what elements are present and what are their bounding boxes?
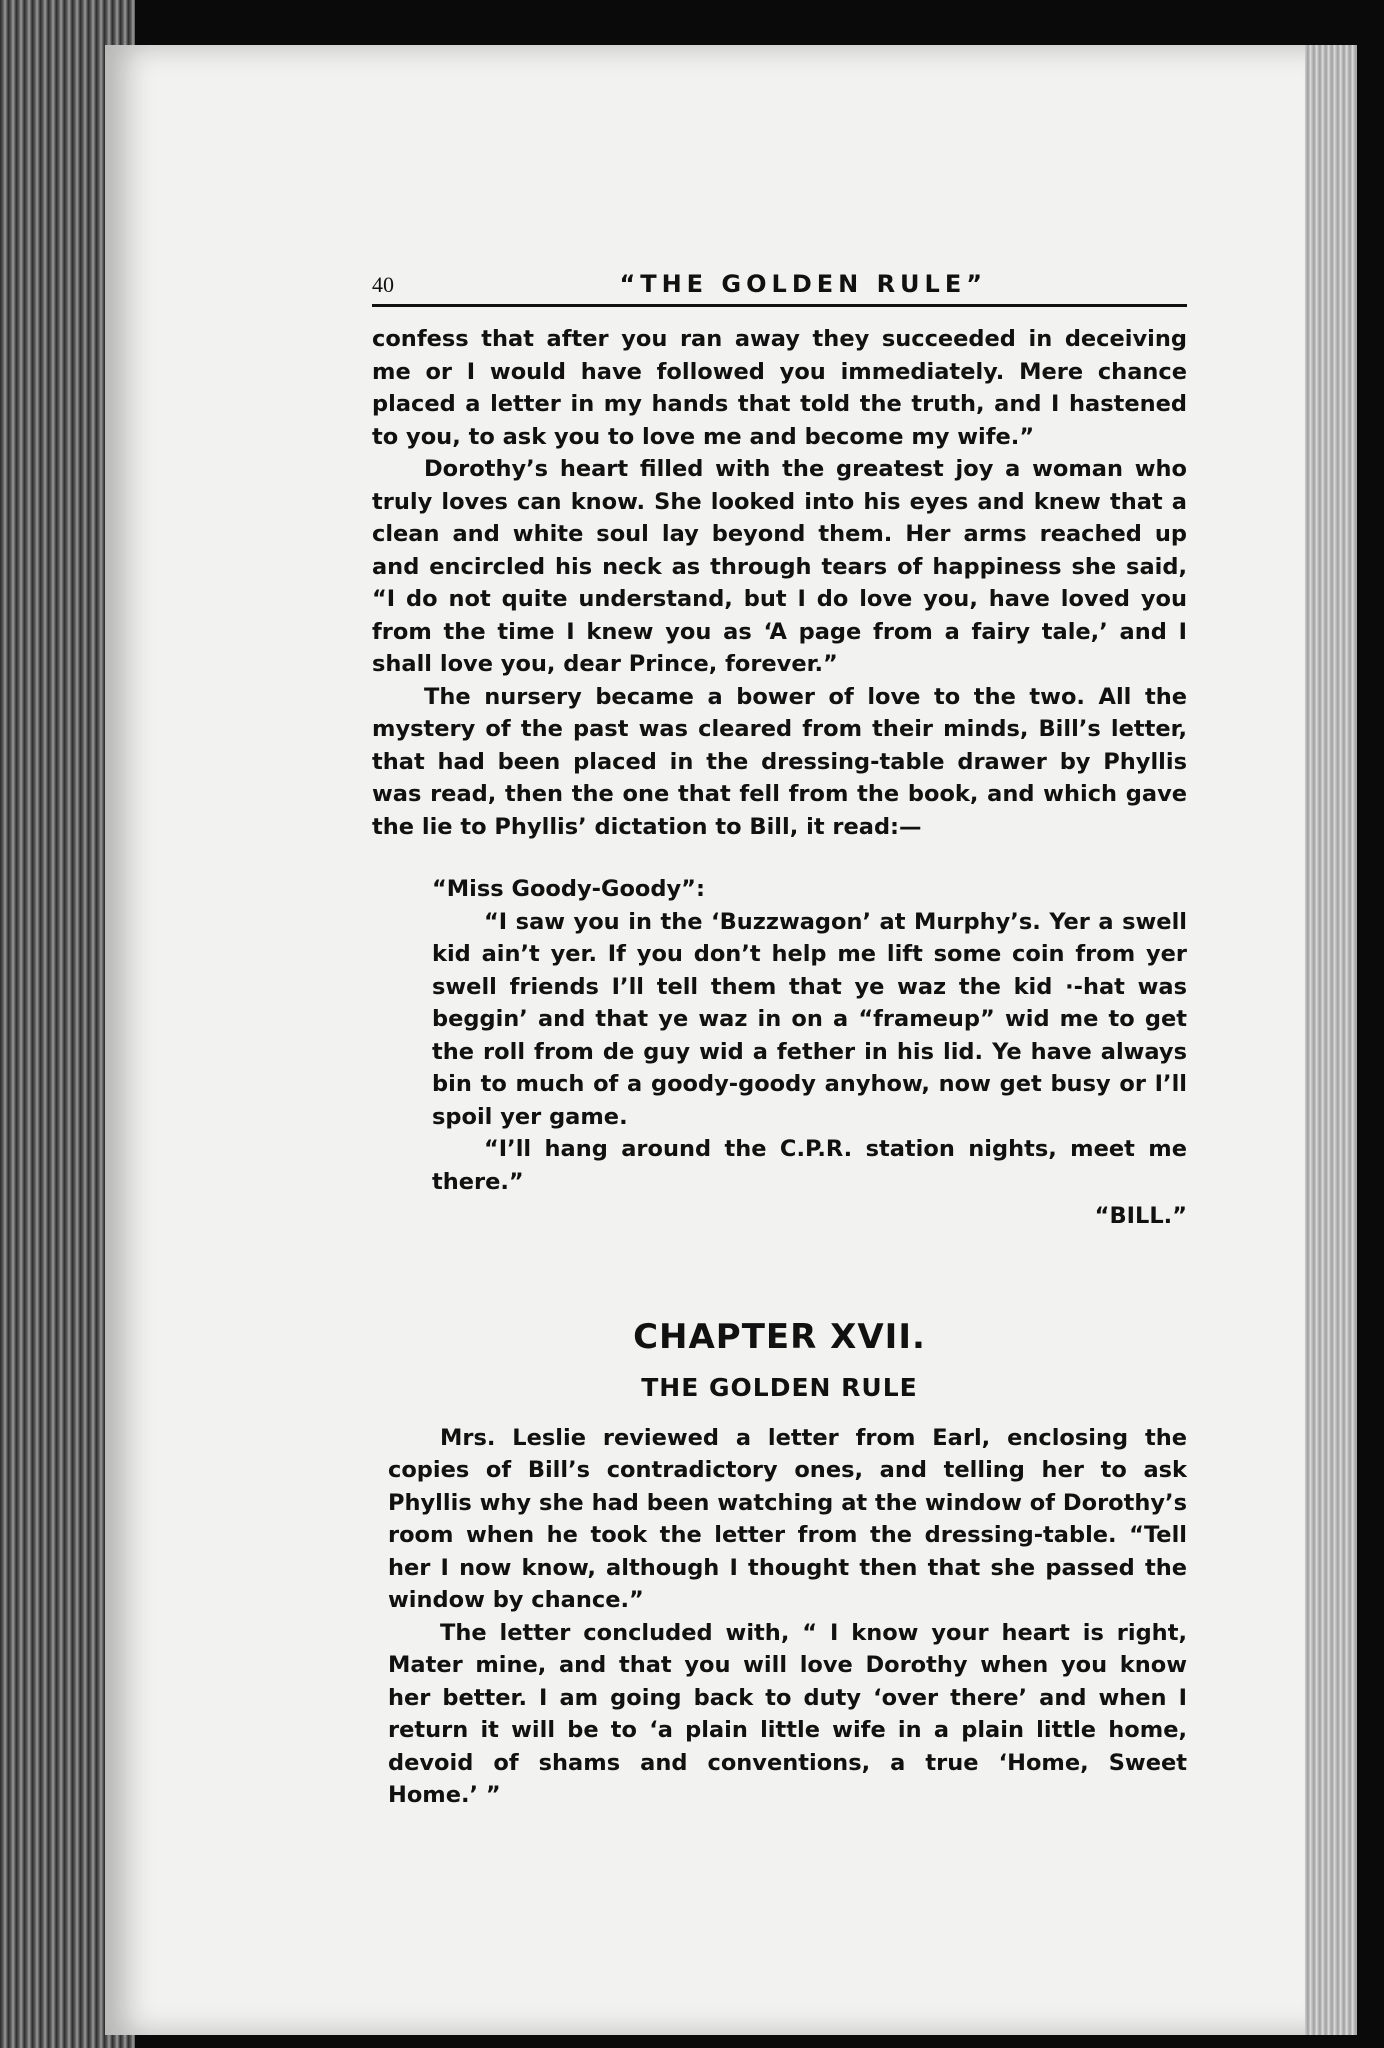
paragraph: Dorothy’s heart filled with the greatest joy a woman who truly loves can know. She looked into his eyes and knew that a clean and white soul lay beyond them. Her arms reached up and encircled his neck as through tears of happiness she said, “I do not quite understand, but I do love you, have loved you from the time I knew you as ‘A page from a fairy tale,’ and I shall love you, dear Prince, forever.”: [372, 456, 1187, 677]
chapter-heading: CHAPTER XVII.: [633, 1316, 926, 1357]
running-title: “THE GOLDEN RULE”: [619, 270, 987, 298]
body-text: [372, 323, 1187, 1233]
paragraph: The nursery became a bower of love to the two. All the mystery of the past was cleared from their minds, Bill’s letter, that had been placed in the dressing-table drawer by Phyllis was read, then the one that fell from the book, and which gave the lie to Phyllis’ dictation to Bill, it read:—: [372, 683, 1187, 840]
book-page-edges-right: [1305, 45, 1357, 2035]
paragraph: confess that after you ran away they succeeded in deceiving me or I would have followed you immediately. Mere chance placed a letter in my hands that told the truth, and I hastened to you, to ask you to love me and become my wife.”: [372, 326, 1187, 450]
chapter-text: [388, 1422, 1187, 1812]
chapter-title: THE GOLDEN RULE: [641, 1372, 918, 1402]
paragraph: The letter concluded with, “ I know your heart is right, Mater mine, and that you will love Dorothy when you know her better. I am going back to duty ‘over there’ and when I return it will be to ‘a plain little wife in a plain little home, devoid of shams and conventions, a true ‘Home, Sweet Home.’ ”: [388, 1619, 1187, 1808]
letter-paragraph: “I saw you in the ‘Buzzwagon’ at Murphy’s. Yer a swell kid ain’t yer. If you don’t help me lift some coin from yer swell friends I’ll tell them that ye waz the kid ·-hat was beggin’ and that ye waz in on a “frameup” wid me to get the roll from de guy wid a fether in his lid. Ye have always bin to much of a goody-goody anyhow, now get busy or I’ll spoil yer game.: [432, 908, 1187, 1130]
letter-paragraph: “I’ll hang around the C.P.R. station nights, meet me there.”: [432, 1136, 1187, 1195]
letter-salutation: “Miss Goody-Goody”:: [432, 876, 705, 902]
letter-signature: “BILL.”: [1094, 1203, 1187, 1229]
page-header: [372, 270, 1187, 307]
page-content: [372, 270, 1187, 1812]
quoted-letter: [432, 873, 1187, 1233]
paragraph: Mrs. Leslie reviewed a letter from Earl, enclosing the copies of Bill’s contradictory ones, and telling her to ask Phyllis why she had been watching at the window of Dorothy’s room when he took the letter from the dressing-table. “Tell her I now know, although I thought then that she passed the window by chance.”: [388, 1424, 1187, 1613]
page-number: 40: [372, 272, 394, 297]
